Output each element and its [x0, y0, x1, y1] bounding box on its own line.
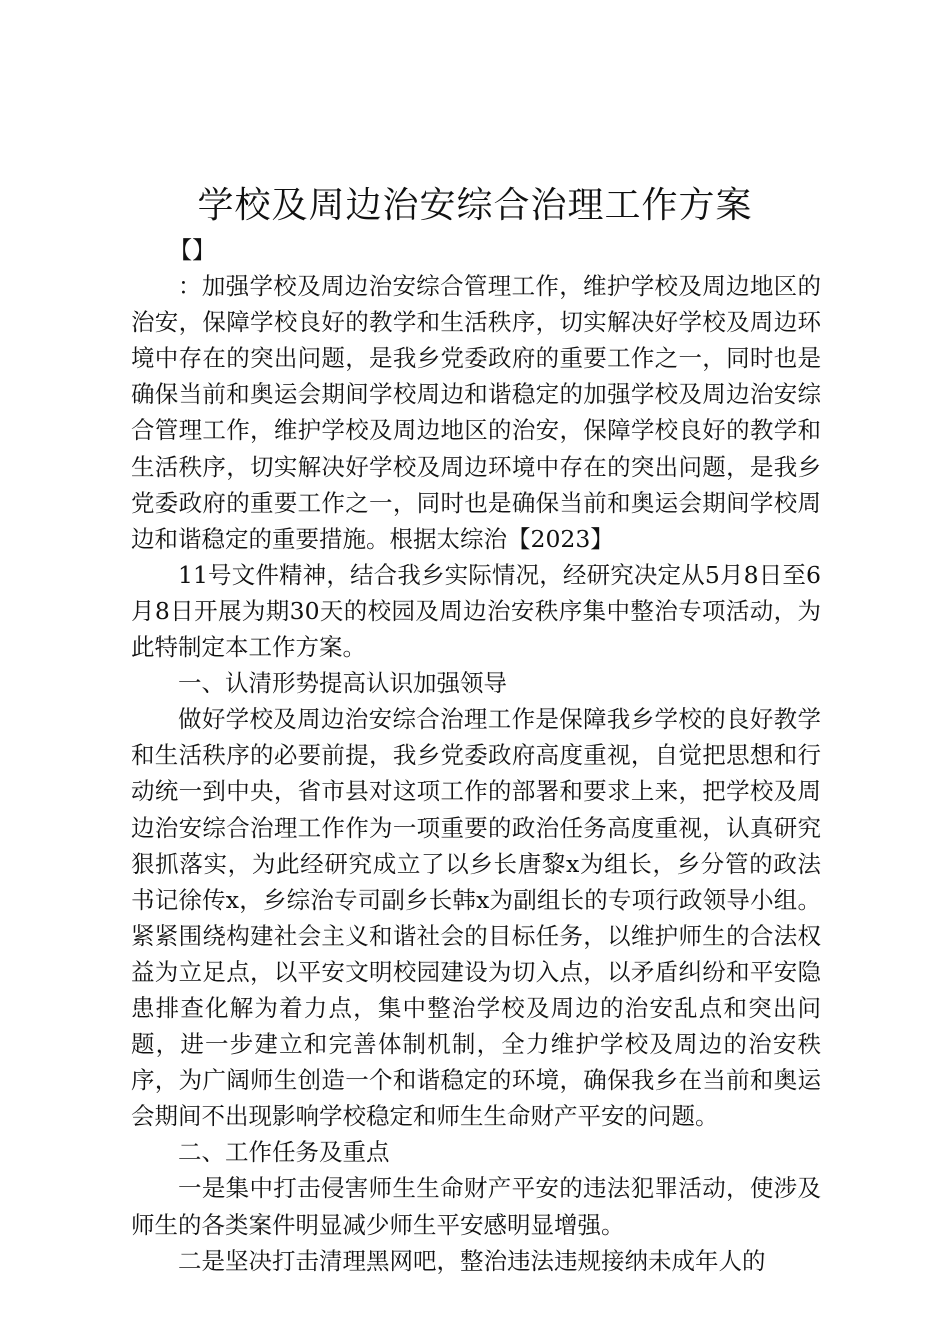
paragraph-intro: ：加强学校及周边治安综合管理工作，维护学校及周边地区的治安，保障学校良好的教学和生活秩序，切实解决好学校及周边环境中存在的突出问题，是我乡党委政府的重要工作之一，同时也是确保当前和奥运会期间学校周边和谐稳定的加强学校及周边治安综合管理工作，维护学校及周边地区的治安，保障学校良好的教学和生活秩序，切实解决好学校及周边环境中存在的突出问题，是我乡党委政府的重要工作之一，同时也是确保当前和奥运会期间学校周边和谐稳定的重要措施。根据太综治【2023】: [131, 272, 821, 553]
bracket-line: 【】: [168, 236, 216, 264]
section-heading-2: 二、工作任务及重点: [178, 1138, 390, 1167]
section-heading-1: 一、认清形势提高认识加强领导: [178, 669, 507, 698]
paragraph-leadership: 做好学校及周边治安综合治理工作是保障我乡学校的良好教学和生活秩序的必要前提，我乡党委政府高度重视，自觉把思想和行动统一到中央，省市县对这项工作的部署和要求上来，把学校及周边治安综合治理工作作为一项重要的政治任务高度重视，认真研究狠抓落实，为此经研究成立了以乡长唐黎x为组长，乡分管的政法书记徐传x，乡综治专司副乡长韩x为副组长的专项行政领导小组。紧紧围绕构建社会主义和谐社会的目标任务，以维护师生的合法权益为立足点，以平安文明校园建设为切入点，以矛盾纠纷和平安隐患排查化解为着力点，集中整治学校及周边的治安乱点和突出问题，进一步建立和完善体制机制，全力维护学校及周边的治安秩序，为广阔师生创造一个和谐稳定的环境，确保我乡在当前和奥运会期间不出现影响学校稳定和师生生命财产平安的问题。: [131, 705, 821, 1131]
paragraph-task-2: 二是坚决打击清理黑网吧，整治违法违规接纳未成年人的: [178, 1246, 766, 1275]
paragraph-document-reference: 11号文件精神，结合我乡实际情况，经研究决定从5月8日至6月8日开展为期30天的校园及周边治安秩序集中整治专项活动，为此特制定本工作方案。: [131, 560, 821, 662]
document-title: 学校及周边治安综合治理工作方案: [197, 185, 753, 226]
document-body: [131, 232, 821, 1279]
paragraph-task-1: 一是集中打击侵害师生生命财产平安的违法犯罪活动，使涉及师生的各类案件明显减少师生平安感明显增强。: [131, 1174, 821, 1239]
